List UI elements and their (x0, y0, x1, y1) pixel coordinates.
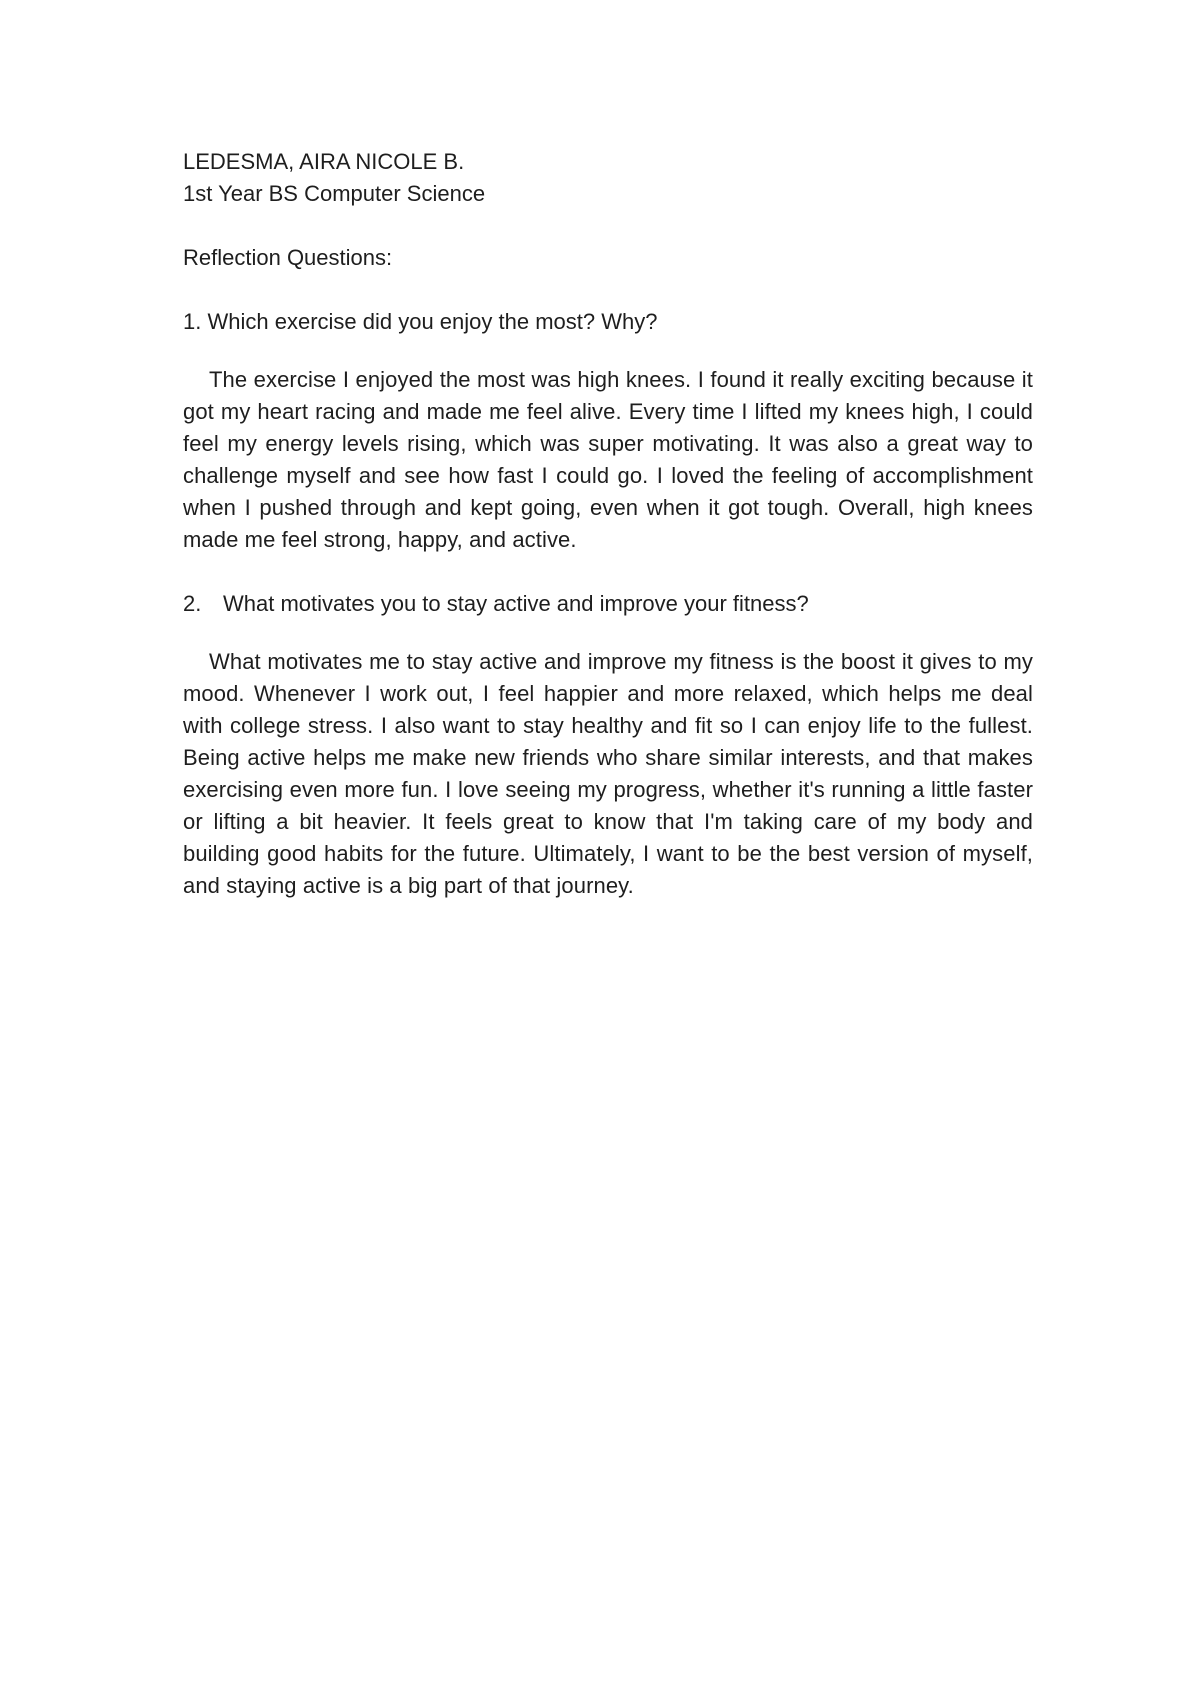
spacer (183, 210, 1033, 242)
student-name: LEDESMA, AIRA NICOLE B. (183, 149, 465, 174)
question-2-text: What motivates you to stay active and improve your fitness? (223, 591, 809, 616)
question-1-number: 1. (183, 309, 202, 334)
question-1-text: Which exercise did you enjoy the most? Why? (207, 309, 658, 334)
spacer (183, 338, 1033, 364)
answer-1: The exercise I enjoyed the most was high knees. I found it really exciting because it got my heart racing and made me feel alive. Every time I lifted my knees high, I could feel my energy levels rising, which was super motivating. It was also a great way to challenge myself and see how fast I could go. I loved the feeling of accomplishment when I pushed through and kept going, even when it got tough. Overall, high knees made me feel strong, happy, and active. (183, 367, 1033, 552)
section-title: Reflection Questions: (183, 245, 393, 270)
student-program: 1st Year BS Computer Science (183, 181, 486, 206)
question-2-number: 2. (183, 591, 202, 616)
answer-2: What motivates me to stay active and improve my fitness is the boost it gives to my mood. Whenever I work out, I feel happier and more relaxed, which helps me deal with college stress. I also want to stay healthy and fit so I can enjoy life to the fullest. Being active helps me make new friends who share similar interests, and that makes exercising even more fun. I love seeing my progress, whether it's running a little faster or lifting a bit heavier. It feels great to know that I'm taking care of my body and building good habits for the future. Ultimately, I want to be the best version of myself, and staying active is a big part of that journey. (183, 649, 1033, 898)
question-1 (183, 306, 1033, 338)
spacer (183, 620, 1033, 646)
spacer (183, 556, 1033, 588)
document-body (183, 146, 1033, 902)
spacer (183, 274, 1033, 306)
question-2 (183, 588, 1033, 620)
